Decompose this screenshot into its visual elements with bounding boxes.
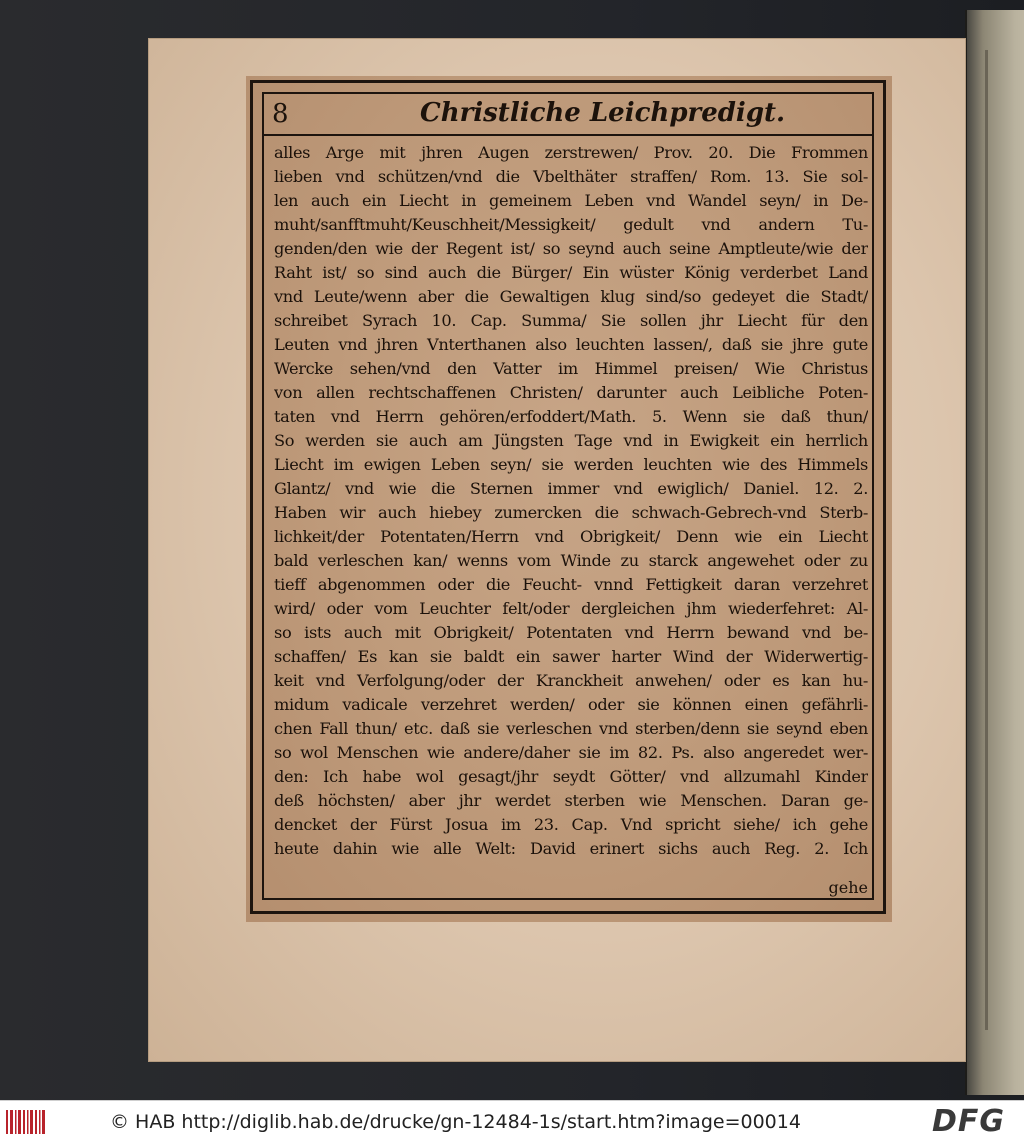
text-line: lichkeit/der Potentaten/Herrn vnd Obrigkeit/ Denn wie ein Liecht: [274, 527, 868, 546]
text-line: muht/sanfftmuht/Keuschheit/Messigkeit/ gedult vnd andern Tu-: [274, 215, 868, 234]
text-line: wird/ oder vom Leuchter felt/oder dergleichen jhm wiederfehret: Al-: [274, 599, 868, 618]
facing-page-edge: [965, 10, 1024, 1095]
text-line: taten vnd Herrn gehören/erfoddert/Math. 5. Wenn sie daß thun/: [274, 407, 868, 426]
text-line: schaffen/ Es kan sie baldt ein sawer harter Wind der Widerwertig-: [274, 647, 868, 666]
text-line: von allen rechtschaffenen Christen/ darunter auch Leibliche Poten-: [274, 383, 868, 402]
page-number: 8: [272, 99, 289, 129]
text-line: len auch ein Liecht in gemeinem Leben vnd Wandel seyn/ in De-: [274, 191, 868, 210]
text-line: heute dahin wie alle Welt: David erinert sichs auch Reg. 2. Ich: [274, 839, 868, 858]
footer-bar: [0, 1100, 1024, 1142]
text-line: Wercke sehen/vnd den Vatter im Himmel preisen/ Wie Christus: [274, 359, 868, 378]
text-line: Glantz/ vnd wie die Sternen immer vnd ewiglich/ Daniel. 12. 2.: [274, 479, 868, 498]
text-line: den: Ich habe wol gesagt/jhr seydt Götter/ vnd allzumahl Kinder: [274, 767, 868, 786]
text-line: chen Fall thun/ etc. daß sie verleschen vnd sterben/denn sie seynd eben: [274, 719, 868, 738]
text-line: midum vadicale verzehret werden/ oder sie können einen gefährli-: [274, 695, 868, 714]
text-line: Liecht im ewigen Leben seyn/ sie werden leuchten wie des Himmels: [274, 455, 868, 474]
header-rule: [262, 134, 874, 136]
text-line: So werden sie auch am Jüngsten Tage vnd in Ewigkeit ein herrlich: [274, 431, 868, 450]
text-line: Raht ist/ so sind auch die Bürger/ Ein wüster König verderbet Land: [274, 263, 868, 282]
body-text: [274, 141, 868, 861]
text-line: lieben vnd schützen/vnd die Vbelthäter straffen/ Rom. 13. Sie sol-: [274, 167, 868, 186]
text-line: so ists auch mit Obrigkeit/ Potentaten vnd Herrn bewand vnd be-: [274, 623, 868, 642]
facing-page-frame-line: [985, 50, 988, 1030]
text-line: deß höchsten/ aber jhr werdet sterben wie Menschen. Daran ge-: [274, 791, 868, 810]
text-line: Haben wir auch hiebey zumercken die schwach-Gebrech-vnd Sterb-: [274, 503, 868, 522]
text-line: genden/den wie der Regent ist/ so seynd auch seine Amptleute/wie der: [274, 239, 868, 258]
catchword: gehe: [828, 878, 868, 897]
text-line: keit vnd Verfolgung/oder der Kranckheit anwehen/ oder es kan hu-: [274, 671, 868, 690]
hab-barcode-icon: [6, 1108, 48, 1136]
text-line: tieff abgenommen oder die Feucht- vnnd Fettigkeit daran verzehret: [274, 575, 868, 594]
text-line: Leuten vnd jhren Vnterthanen also leuchten lassen/, daß sie jhre gute: [274, 335, 868, 354]
running-head: Christliche Leichpredigt.: [420, 98, 786, 128]
text-line: vnd Leute/wenn aber die Gewaltigen klug sind/so gedeyet die Stadt/: [274, 287, 868, 306]
dfg-logo: DFG: [932, 1104, 1006, 1139]
text-line: dencket der Fürst Josua im 23. Cap. Vnd spricht siehe/ ich gehe: [274, 815, 868, 834]
text-line: schreibet Syrach 10. Cap. Summa/ Sie sollen jhr Liecht für den: [274, 311, 868, 330]
text-line: alles Arge mit jhren Augen zerstrewen/ Prov. 20. Die Frommen: [274, 143, 868, 162]
text-line: so wol Menschen wie andere/daher sie im 82. Ps. also angeredet wer-: [274, 743, 868, 762]
citation-text: © HAB http://diglib.hab.de/drucke/gn-12484-1s/start.htm?image=00014: [110, 1111, 801, 1133]
text-line: bald verleschen kan/ wenns vom Winde zu starck angewehet oder zu: [274, 551, 868, 570]
